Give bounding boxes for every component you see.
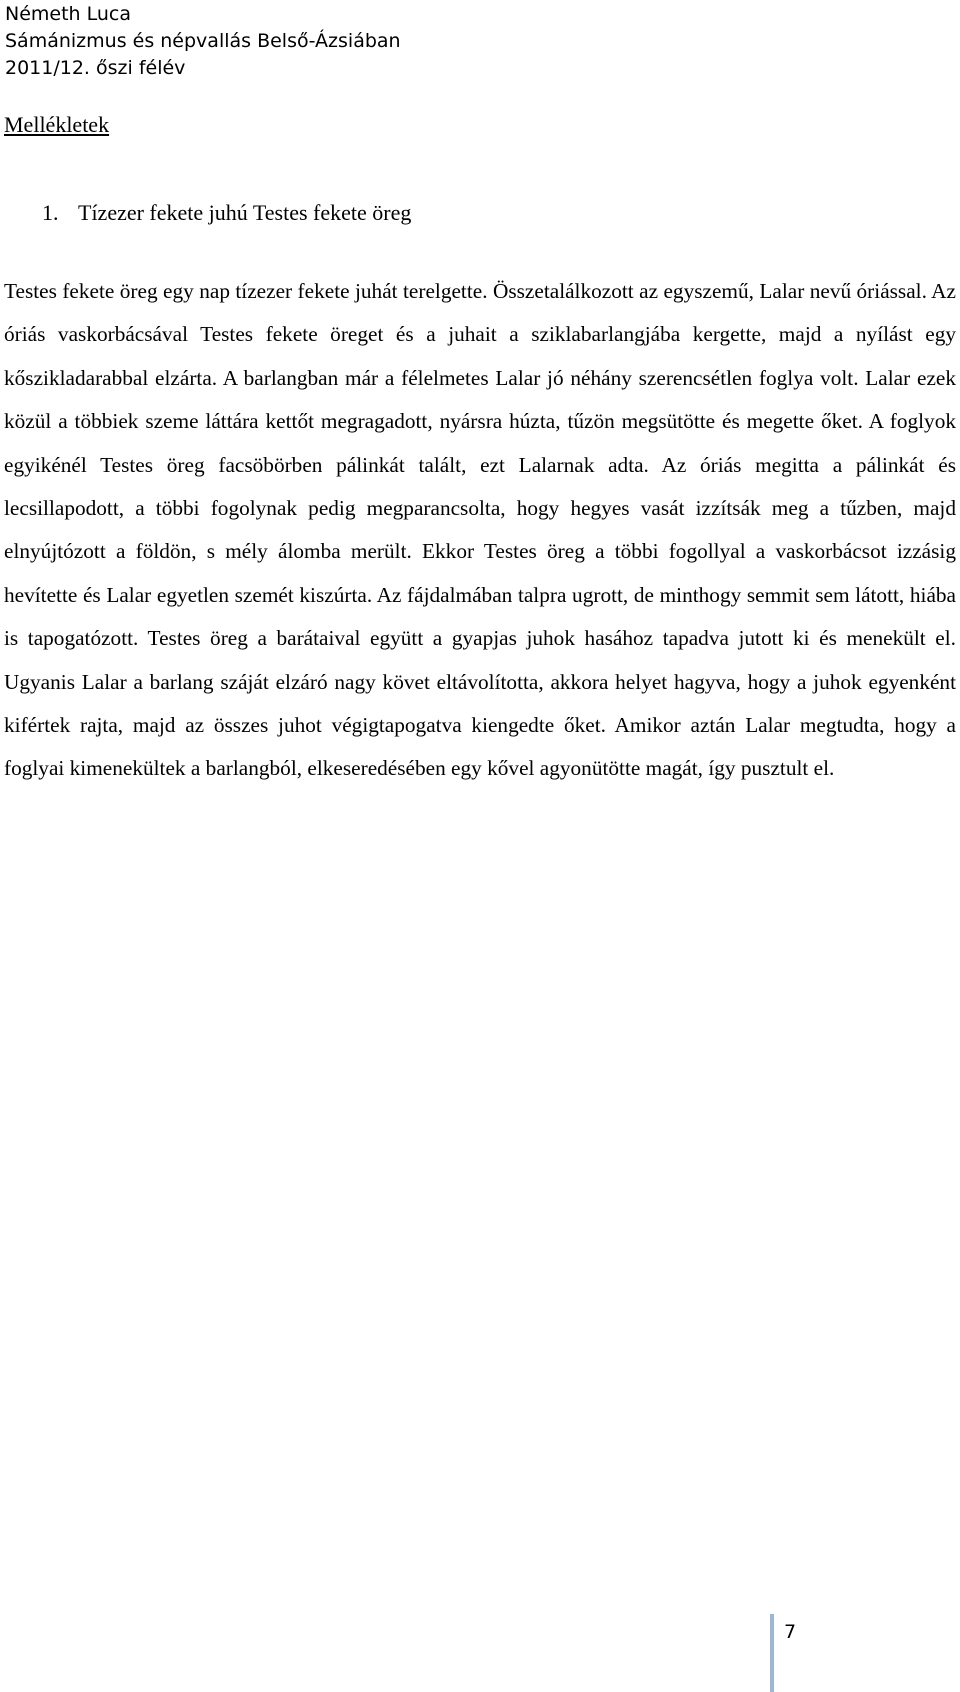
annex-title: Mellékletek xyxy=(4,112,110,137)
section-title: Tízezer fekete juhú Testes fekete öreg xyxy=(78,200,412,225)
page-number-rule xyxy=(770,1614,774,1692)
section-heading xyxy=(42,198,411,228)
author-name: Németh Luca xyxy=(5,3,132,25)
section-number: 1. xyxy=(42,200,59,225)
page-number: 7 xyxy=(784,1621,797,1643)
document-header xyxy=(5,1,401,82)
course-title: Sámánizmus és népvallás Belső-Ázsiában xyxy=(5,30,401,52)
story-paragraph: Testes fekete öreg egy nap tízezer fekete juhát terelgette. Összetalálkozott az egyszemű, Lalar nevű óriással. Az óriás vaskorbácsával Testes fekete öreget és a juhait a sziklabarlangjába kergette, majd a nyílást egy kőszikladarabbal elzárta. A barlangban már a félelmetes Lalar jó néhány szerencsétlen foglya volt. Lalar ezek közül a többiek szeme láttára kettőt megragadott, nyársra húzta, tűzön megsütötte és megette őket. A foglyok egyikénél Testes öreg facsöbörben pálinkát talált, ezt Lalarnak adta. Az óriás megitta a pálinkát és lecsillapodott, a többi fogolynak pedig megparancsolta, hogy hegyes vasát izzítsák meg a tűzben, majd elnyújtózott a földön, s mély álomba merült. Ekkor Testes öreg a többi fogollyal a vaskorbácsot izzásig hevítette és Lalar egyetlen szemét kiszúrta. Az fájdalmában talpra ugrott, de minthogy semmit sem látott, hiába is tapogatózott. Testes öreg a barátaival együtt a gyapjas juhok hasához tapadva jutott ki és menekült el. Ugyanis Lalar a barlang száját elzáró nagy követ eltávolította, akkora helyet hagyva, hogy a juhok egyenként kifértek rajta, majd az összes juhot végigtapogatva kiengedte őket. Amikor aztán Lalar megtudta, hogy a foglyai kimenekültek a barlangból, elkeseredésében egy kővel agyonütötte magát, így pusztult el. xyxy=(4,279,956,781)
term-label: 2011/12. őszi félév xyxy=(5,57,186,79)
